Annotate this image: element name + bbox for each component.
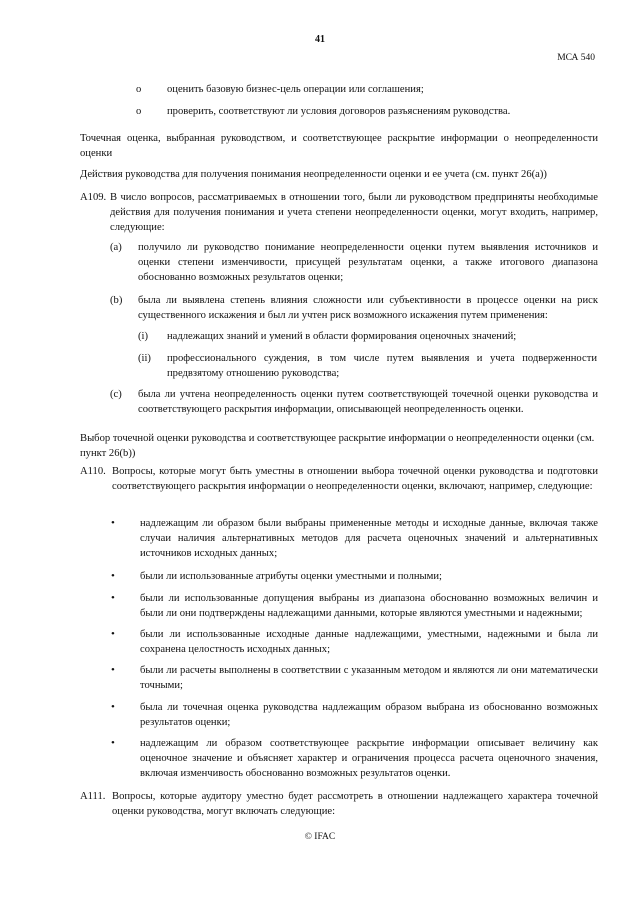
list-marker: o — [136, 84, 142, 95]
page-number: 41 — [315, 34, 325, 45]
item-marker: (c) — [110, 389, 122, 400]
paragraph-number: A111. — [80, 791, 106, 802]
item-marker: (a) — [110, 242, 122, 253]
paragraph-text: Вопросы, которые аудитору уместно будет рассмотреть в отношении надлежащего характера точечной оценки руководства, могут включать следующие: — [112, 791, 598, 817]
list-item: были ли использованные исходные данные надлежащими, уместными, надежными и была ли сохранена целостность исходных данных; — [140, 629, 598, 655]
list-item: были ли расчеты выполнены в соответствии с указанным методом и являются ли они математически точными; — [140, 665, 598, 691]
bullet-icon: • — [111, 737, 115, 749]
list-item: надлежащим ли образом соответствующее раскрытие информации описывает величину как оценочное значение и объясняет характер и ограничения процесса расчета оценочного значения, включая изменчивость обоснованно возможных результатов оценки. — [140, 738, 598, 779]
list-item: была ли выявлена степень влияния сложности или субъективности в процессе оценки на риск существенного искажения и был ли учтен риск возможного искажения путем применения: — [138, 295, 598, 321]
bullet-icon: • — [111, 701, 115, 713]
subitem-marker: (ii) — [138, 353, 151, 364]
subitem-marker: (i) — [138, 331, 148, 342]
paragraph-text: В число вопросов, рассматриваемых в отношении того, были ли руководством предприняты необходимые действия для получения понимания и учета степени неопределенности оценки, могут входить, например, следующие: — [110, 192, 598, 233]
subsection-heading: Выбор точечной оценки руководства и соответствующее раскрытие информации о неопределенности оценки (см. пункт 26(b)) — [80, 433, 595, 459]
list-item: получило ли руководство понимание неопределенности оценки путем выявления источников и оценки степени изменчивости, присущей результатам оценки, а также итогового диапазона обоснованно возможных результатов оценки; — [138, 242, 598, 283]
list-item: была ли точечная оценка руководства надлежащим образом выбрана из обоснованно возможных результатов оценки; — [140, 702, 598, 728]
document-code: МСА 540 — [557, 53, 595, 63]
list-item: надлежащим ли образом были выбраны примененные методы и исходные данные, включая также случаи наличия альтернативных методов для расчета оценочных значений и альтернативных источников исходных данных; — [140, 518, 598, 559]
section-heading: Точечная оценка, выбранная руководством, и соответствующее раскрытие информации о неопределенности оценки — [80, 133, 598, 159]
list-marker: o — [136, 106, 142, 117]
paragraph-number: A110. — [80, 466, 106, 477]
list-item: была ли учтена неопределенность оценки путем соответствующей точечной оценки руководства и соответствующего раскрытия информации, описывающей неопределенность оценки. — [138, 389, 598, 415]
bullet-icon: • — [111, 592, 115, 604]
bullet-icon: • — [111, 517, 115, 529]
bullet-icon: • — [111, 570, 115, 582]
bullet-icon: • — [111, 628, 115, 640]
list-item: были ли использованные атрибуты оценки уместными и полными; — [140, 571, 442, 582]
sublist-item: надлежащих знаний и умений в области формирования оценочных значений; — [167, 331, 517, 342]
subsection-heading: Действия руководства для получения понимания неопределенности оценки и ее учета (см. пункт 26(a)) — [80, 169, 547, 180]
list-item: оценить базовую бизнес-цель операции или соглашения; — [167, 84, 424, 95]
item-marker: (b) — [110, 295, 123, 306]
bullet-icon: • — [111, 664, 115, 676]
list-item: проверить, соответствуют ли условия договоров разъяснениям руководства. — [167, 106, 511, 117]
sublist-item: профессионального суждения, в том числе путем выявления и учета подверженности предвзятому отношению руководства; — [167, 353, 597, 379]
list-item: были ли использованные допущения выбраны из диапазона обоснованно возможных величин и были ли они подтверждены надлежащими данными, которые являются уместными и надежными; — [140, 593, 598, 619]
paragraph-number: A109. — [80, 192, 107, 203]
paragraph-text: Вопросы, которые могут быть уместны в отношении выбора точечной оценки руководства и подготовки соответствующего раскрытия информации о неопределенности оценки, включают, например, следующие: — [112, 466, 598, 492]
footer-copyright: © IFAC — [304, 832, 336, 842]
